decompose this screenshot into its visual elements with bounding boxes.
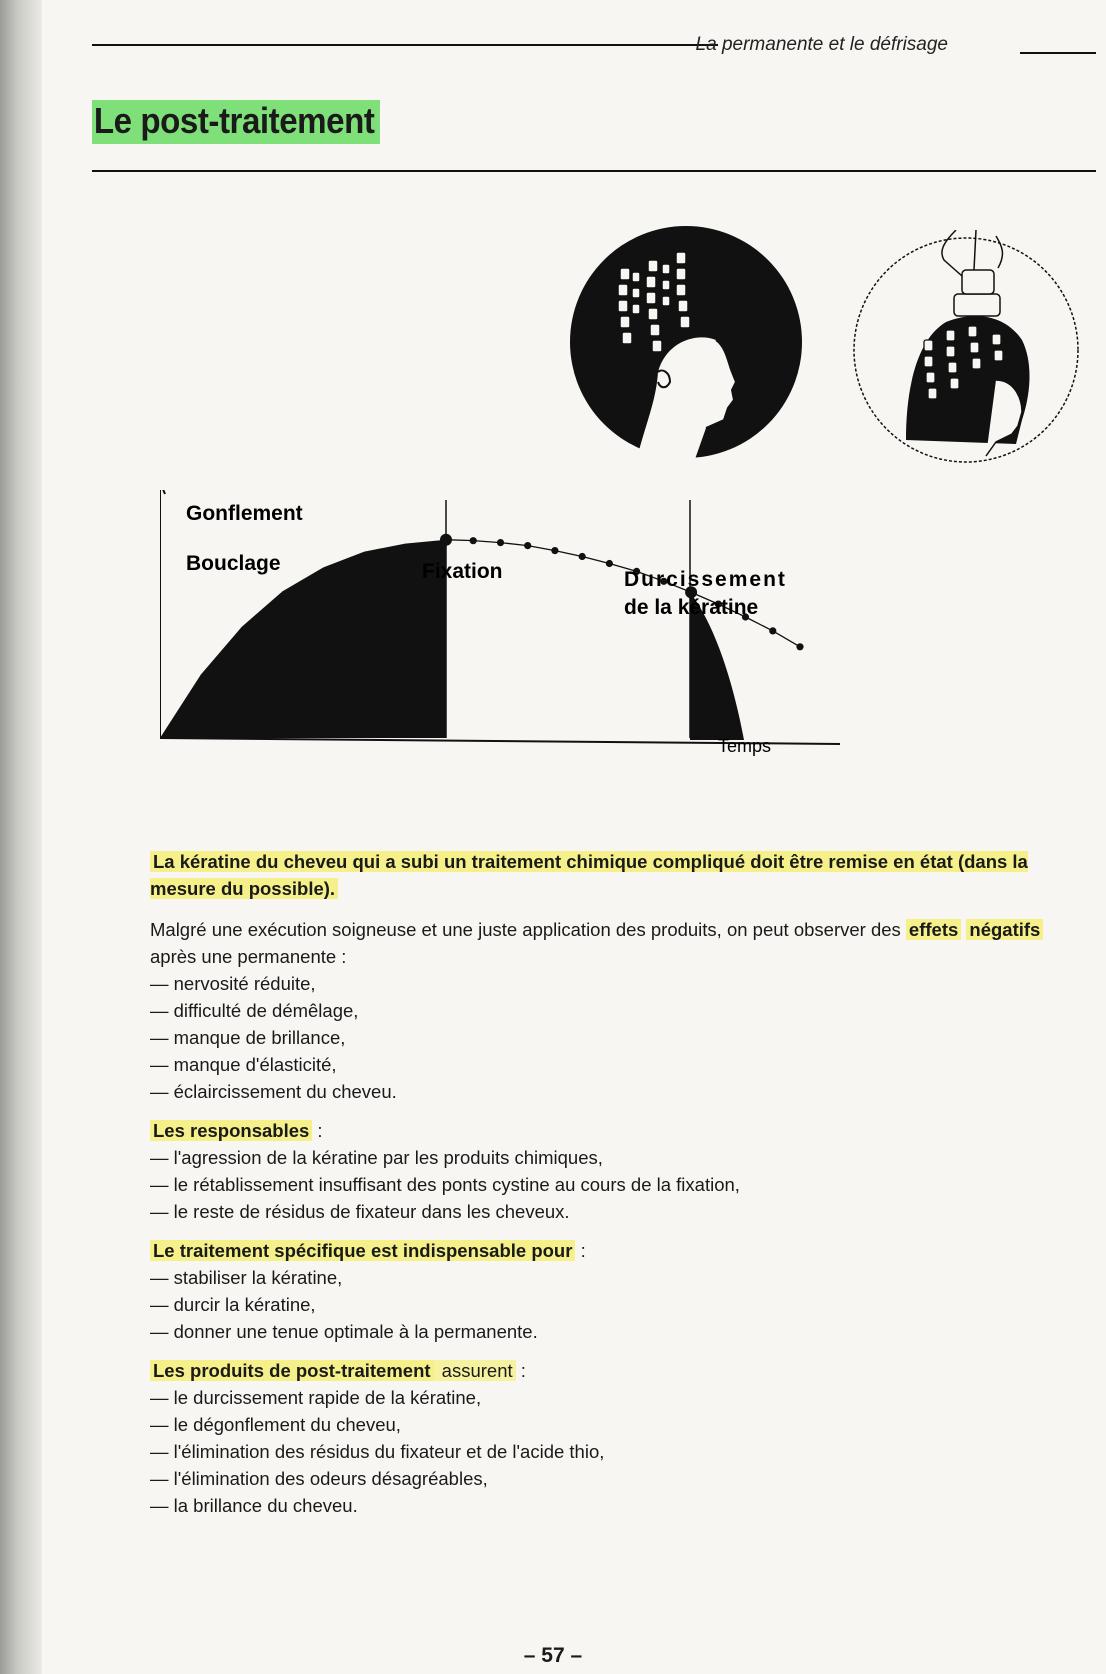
phase-label-fixation: Fixation xyxy=(422,560,503,583)
data-point xyxy=(606,560,613,567)
data-point xyxy=(769,627,776,634)
page-number: – 57 – xyxy=(523,1644,583,1667)
data-point xyxy=(497,539,504,546)
head-with-rods-icon xyxy=(566,222,812,462)
intro-text-1: Malgré une exécution soigneuse et une juste application des produits, on peut observer des xyxy=(150,919,906,940)
traitement-heading xyxy=(150,1237,1090,1264)
head-applying-fixative-icon xyxy=(846,230,1086,470)
list-item: — donner une tenue optimale à la permanente. xyxy=(150,1318,1090,1345)
x-axis-label: Temps xyxy=(718,736,772,756)
data-point xyxy=(579,553,586,560)
list-item: — le dégonflement du cheveu, xyxy=(150,1411,1090,1438)
produits-title: Les produits de post-traitement xyxy=(150,1360,434,1381)
data-point xyxy=(796,643,803,650)
decline-line xyxy=(446,540,800,647)
running-head: La permanente et le défrisage xyxy=(695,34,948,55)
page-title: Le post-traitement xyxy=(92,100,380,144)
phase-chart xyxy=(160,490,860,760)
produits-list xyxy=(150,1384,1090,1519)
traitement-list xyxy=(150,1264,1090,1345)
traitement-title: Le traitement spécifique est indispensable pour xyxy=(150,1240,575,1261)
list-item: — stabiliser la kératine, xyxy=(150,1264,1090,1291)
list-item: — difficulté de démêlage, xyxy=(150,997,1090,1024)
list-item: — manque d'élasticité, xyxy=(150,1051,1090,1078)
traitement-colon: : xyxy=(575,1240,586,1261)
produits-colon: : xyxy=(515,1360,526,1381)
data-point xyxy=(470,537,477,544)
list-item: — la brillance du cheveu. xyxy=(150,1492,1090,1519)
phase-label-bouclage: Bouclage xyxy=(186,552,281,575)
body-text xyxy=(150,848,1090,1519)
phase-label-keratine: de la kératine xyxy=(624,596,759,619)
effects-list xyxy=(150,970,1090,1105)
produits-title-2: assurent xyxy=(434,1360,516,1381)
responsables-list xyxy=(150,1144,1090,1225)
responsables-colon: : xyxy=(312,1120,323,1141)
intro-highlight-negatifs: négatifs xyxy=(966,919,1043,940)
produits-heading xyxy=(150,1357,1090,1384)
list-item: — le durcissement rapide de la kératine, xyxy=(150,1384,1090,1411)
data-point xyxy=(551,547,558,554)
data-point xyxy=(440,534,452,546)
intro-text-2: après une permanente : xyxy=(150,946,347,967)
responsables-title: Les responsables xyxy=(150,1120,312,1141)
list-item: — l'agression de la kératine par les produits chimiques, xyxy=(150,1144,1090,1171)
intro-highlight-effets: effets xyxy=(906,919,961,940)
data-point xyxy=(524,542,531,549)
list-item: — durcir la kératine, xyxy=(150,1291,1090,1318)
list-item: — le rétablissement insuffisant des ponts cystine au cours de la fixation, xyxy=(150,1171,1090,1198)
list-item: — manque de brillance, xyxy=(150,1024,1090,1051)
title-rule xyxy=(92,170,1096,172)
intro-paragraph xyxy=(150,916,1090,970)
header-rule-right xyxy=(1020,52,1096,54)
list-item: — nervosité réduite, xyxy=(150,970,1090,997)
list-item: — l'élimination des résidus du fixateur et de l'acide thio, xyxy=(150,1438,1090,1465)
scan-margin-shadow xyxy=(0,0,42,1674)
lead-text: La kératine du cheveu qui a subi un traitement chimique compliqué doit être remise en état (dans la mesure du possible). xyxy=(150,851,1028,899)
title-block xyxy=(92,100,405,144)
list-item: — le reste de résidus de fixateur dans les cheveux. xyxy=(150,1198,1090,1225)
list-item: — éclaircissement du cheveu. xyxy=(150,1078,1090,1105)
phase-label-durcissement: Durcissement xyxy=(624,568,787,591)
header-rule-left xyxy=(92,44,718,46)
responsables-heading xyxy=(150,1117,1090,1144)
list-item: — l'élimination des odeurs désagréables, xyxy=(150,1465,1090,1492)
lead-paragraph xyxy=(150,848,1090,902)
phase-label-gonflement: Gonflement xyxy=(186,502,303,525)
